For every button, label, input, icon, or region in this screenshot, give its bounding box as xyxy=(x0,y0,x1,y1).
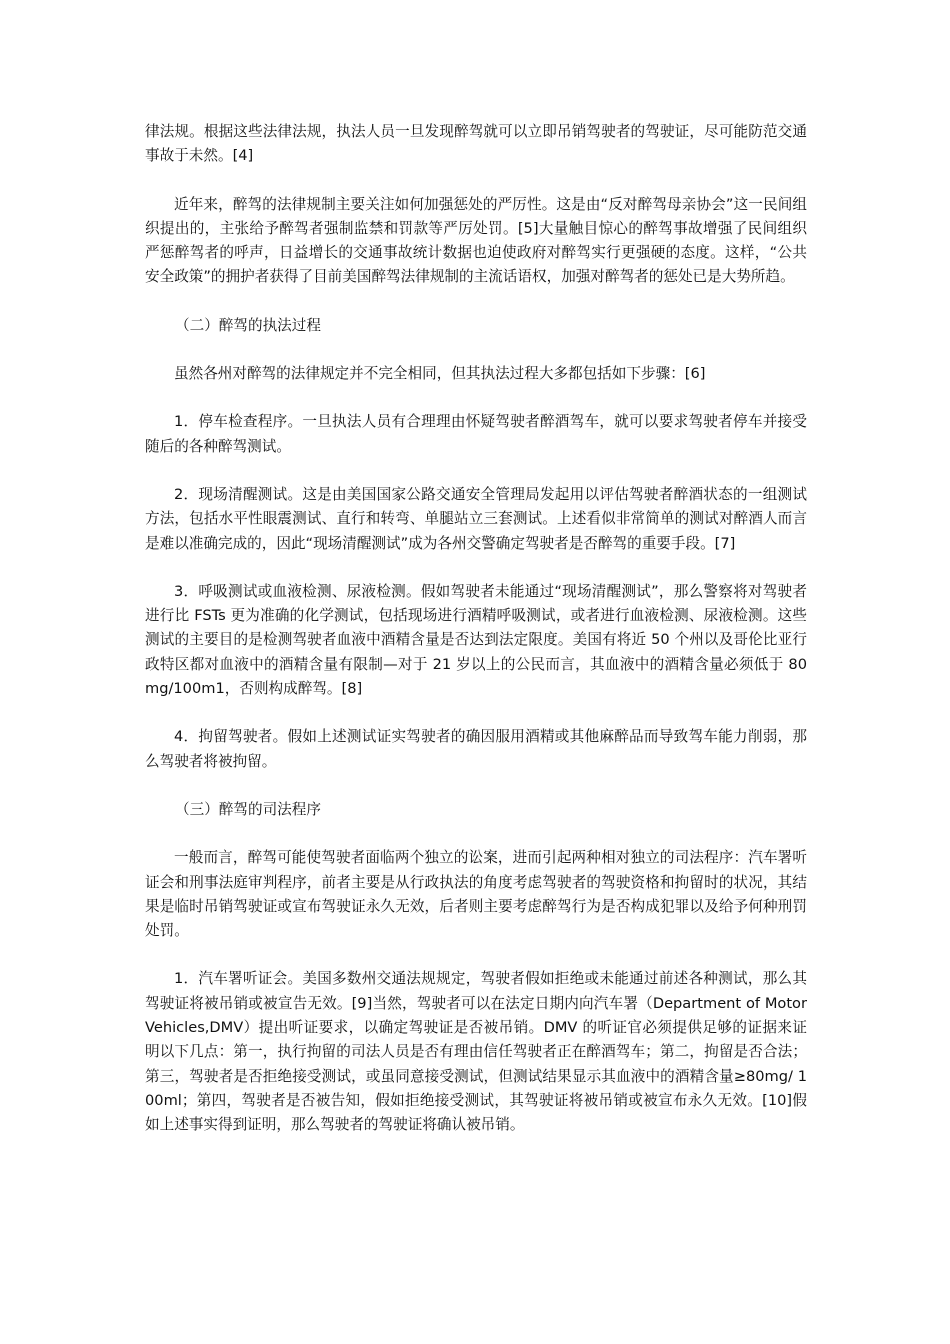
document-page xyxy=(145,120,807,1162)
paragraph-dmv-hearing: 1．汽车署听证会。美国多数州交通法规规定，驾驶者假如拒绝或未能通过前述各种测试，那么其驾驶证将被吊销或被宣告无效。[9]当然，驾驶者可以在法定日期内向汽车署（Department of Motor Vehicles,DMV）提出听证要求，以确定驾驶证是否被吊销。DMV 的听证官必须提供足够的证据来证明以下几点：第一，执行拘留的司法人员是否有理由信任驾驶者正在醉酒驾车；第二，拘留是否合法；第三，驾驶者是否拒绝接受测试，或虽同意接受测试，但测试结果显示其血液中的酒精含量≥80mg/ 100ml；第四，驾驶者是否被告知，假如拒绝接受测试，其驾驶证将被吊销或被宣布永久无效。[10]假如上述事实得到证明，那么驾驶者的驾驶证将确认被吊销。 xyxy=(145,970,807,1134)
paragraph-enforcement-intro: 虽然各州对醉驾的法律规定并不完全相同，但其执法过程大多都包括如下步骤：[6] xyxy=(174,365,706,383)
section-heading-enforcement: （二）醉驾的执法过程 xyxy=(175,316,321,334)
paragraph-judicial-intro: 一般而言，醉驾可能使驾驶者面临两个独立的讼案，进而引起两种相对独立的司法程序：汽车署听证会和刑事法庭审判程序，前者主要是从行政执法的角度考虑驾驶者的驾驶资格和拘留时的状况，其结果是临时吊销驾驶证或宣布驾驶证永久无效，后者则主要考虑醉驾行为是否构成犯罪以及给予何种刑罚处罚。 xyxy=(145,849,807,940)
paragraph-step-4: 4．拘留驾驶者。假如上述测试证实驾驶者的确因服用酒精或其他麻醉品而导致驾车能力削弱，那么驾驶者将被拘留。 xyxy=(145,728,807,770)
paragraph-recent-years: 近年来，醉驾的法律规制主要关注如何加强惩处的严厉性。这是由“反对醉驾母亲协会”这一民间组织提出的，主张给予醉驾者强制监禁和罚款等严厉处罚。[5]大量触目惊心的醉驾事故增强了民间组织严惩醉驾者的呼声，日益增长的交通事故统计数据也迫使政府对醉驾实行更强硬的态度。这样，“公共安全政策”的拥护者获得了目前美国醉驾法律规制的主流话语权，加强对醉驾者的惩处已是大势所趋。 xyxy=(145,195,807,286)
paragraph-intro-continuation: 律法规。根据这些法律法规，执法人员一旦发现醉驾就可以立即吊销驾驶者的驾驶证，尽可能防范交通事故于未然。[4] xyxy=(145,123,807,165)
paragraph-step-2: 2．现场清醒测试。这是由美国国家公路交通安全管理局发起用以评估驾驶者醉酒状态的一组测试方法，包括水平性眼震测试、直行和转弯、单腿站立三套测试。上述看似非常简单的测试对醉酒人而言是难以准确完成的，因此“现场清醒测试”成为各州交警确定驾驶者是否醉驾的重要手段。[7] xyxy=(145,485,807,552)
paragraph-step-1: 1．停车检查程序。一旦执法人员有合理理由怀疑驾驶者醉酒驾车，就可以要求驾驶者停车并接受随后的各种醉驾测试。 xyxy=(145,413,807,455)
paragraph-step-3: 3．呼吸测试或血液检测、尿液检测。假如驾驶者未能通过“现场清醒测试”，那么警察将对驾驶者进行比 FSTs 更为准确的化学测试，包括现场进行酒精呼吸测试，或者进行血液检测、尿液检测。这些测试的主要目的是检测驾驶者血液中酒精含量是否达到法定限度。美国有将近 50 个州以及哥伦比亚行政特区都对血液中的酒精含量有限制—对于 21 岁以上的公民而言，其血液中的酒精含量必须低于 80mg/100m1，否则构成醉驾。[8] xyxy=(145,582,807,698)
section-heading-judicial: （三）醉驾的司法程序 xyxy=(175,800,321,818)
